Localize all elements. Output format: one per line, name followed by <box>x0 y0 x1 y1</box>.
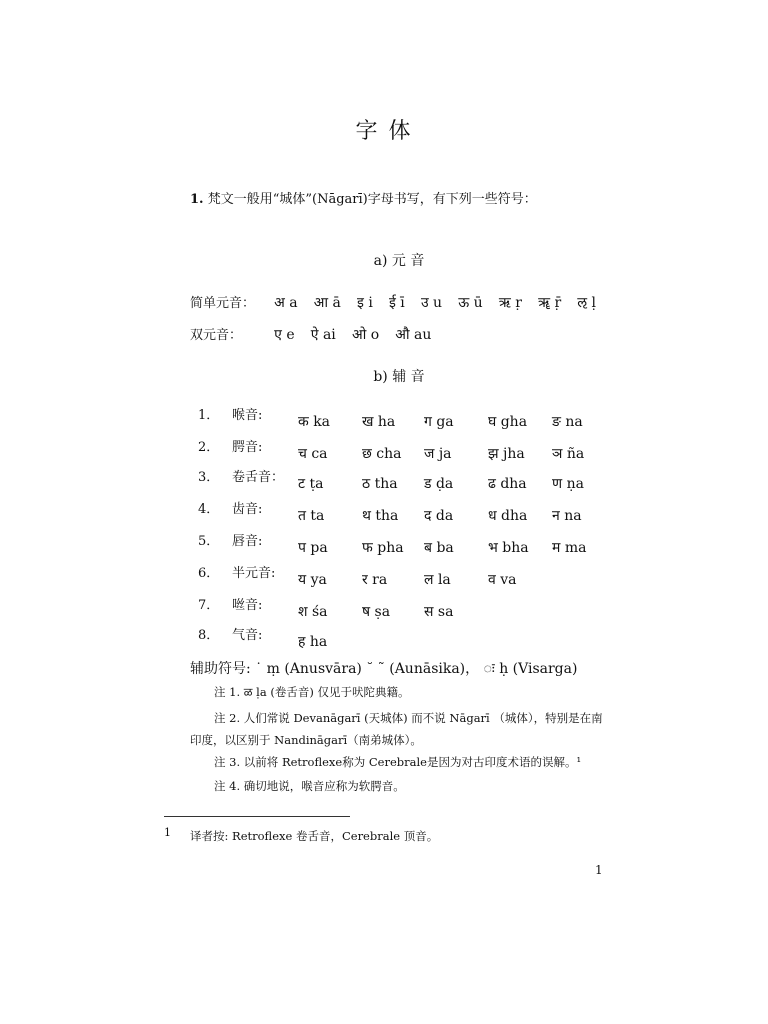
consonant-item: ढ dha <box>488 476 527 492</box>
consonant-item: ण ṇa <box>552 476 584 492</box>
consonant-item: न na <box>552 508 582 524</box>
intro-number: 1. <box>190 192 204 207</box>
footnote-text: 译者按: Retroflexe 卷舌音，Cerebrale 顶音。 <box>190 829 439 843</box>
diphthong-label: 双元音： <box>190 328 243 343</box>
consonant-row-number: 6． <box>198 566 220 581</box>
consonant-category: 卷舌音： <box>232 470 285 485</box>
consonant-item: प pa <box>298 540 328 556</box>
consonant-row-number: 5． <box>198 534 220 549</box>
consonant-item: झ jha <box>488 446 525 462</box>
vowel-item: उ u <box>420 295 443 311</box>
consonant-item: थ tha <box>362 508 399 524</box>
simple-vowels-label: 简单元音： <box>190 296 256 311</box>
auxiliary-symbols: 辅助符号: ˙ ṃ (Anusvāra) ˘ ˜ (Aunāsika)， ः ḥ (Visarga) <box>190 661 578 677</box>
diphthong-row <box>190 324 443 344</box>
consonant-row-number: 4． <box>198 502 220 517</box>
consonant-row-number: 2． <box>198 440 220 455</box>
consonant-item: ङ na <box>552 414 583 430</box>
simple-vowels-row <box>190 292 608 312</box>
consonant-item: ज ja <box>424 446 452 462</box>
vowel-item: ए e <box>274 327 295 343</box>
note-2: 注 2. 人们常说 Devanāgarī (天城体) 而不说 Nāgarī （城体），特别是在南 <box>214 711 603 725</box>
note-3: 注 3. 以前将 Retroflexe称为 Cerebrale是因为对古印度术语的误解。¹ <box>214 755 582 769</box>
consonant-item: ध dha <box>488 508 528 524</box>
consonant-item: स sa <box>424 604 454 620</box>
vowel-item: ऊ ū <box>458 295 483 311</box>
footnote-rule <box>164 816 350 817</box>
consonant-item: ख ha <box>362 414 396 430</box>
vowel-item: इ i <box>357 295 373 311</box>
consonant-row-number: 8． <box>198 628 220 643</box>
consonant-item: घ gha <box>488 414 528 430</box>
consonant-item: ञ ña <box>552 446 585 462</box>
consonant-row-number: 7． <box>198 598 220 613</box>
consonant-item: य ya <box>298 572 327 588</box>
consonant-item: ठ tha <box>362 476 398 492</box>
consonant-item: र ra <box>362 572 388 588</box>
vowel-item: अ a <box>274 295 298 311</box>
vowel-item: ऌ ḷ <box>577 295 597 311</box>
consonant-item: त ta <box>298 508 325 524</box>
consonant-item: ट ṭa <box>298 476 324 492</box>
consonant-item: छ cha <box>362 446 402 462</box>
intro-paragraph <box>190 188 537 207</box>
consonant-category: 气音: <box>232 628 263 643</box>
footnote-mark: 1 <box>164 826 171 839</box>
vowel-item: ॠ ṝ <box>538 295 562 311</box>
vowel-item: ई ī <box>388 295 405 311</box>
consonant-item: ह ha <box>298 634 328 650</box>
consonant-category: 唇音: <box>232 534 263 549</box>
consonant-item: ड ḍa <box>424 476 454 492</box>
consonant-item: ष ṣa <box>362 604 391 620</box>
consonants-heading: b) 辅 音 <box>373 369 425 385</box>
consonant-item: ब ba <box>424 540 454 556</box>
consonant-row-number: 1． <box>198 408 220 423</box>
page-number: 1 <box>595 863 603 877</box>
consonant-item: च ca <box>298 446 328 462</box>
consonant-category: 腭音: <box>232 440 263 455</box>
vowel-item: ऋ ṛ <box>498 295 522 311</box>
consonant-category: 咝音: <box>232 598 263 613</box>
vowel-item: ओ o <box>351 327 380 343</box>
note-1: 注 1. ळ ḷa (卷舌音) 仅见于吠陀典籍。 <box>214 685 410 699</box>
page-title: 字 体 <box>355 119 413 144</box>
vowel-item: ऐ ai <box>310 327 336 343</box>
consonant-item: व va <box>488 572 517 588</box>
note-4: 注 4. 确切地说，喉音应称为软腭音。 <box>214 779 405 793</box>
intro-text: 梵文一般用“城体”(Nāgarī)字母书写，有下列一些符号： <box>207 192 537 207</box>
consonant-item: ल la <box>424 572 451 588</box>
consonant-item: ग ga <box>424 414 454 430</box>
consonant-item: श śa <box>298 604 328 620</box>
consonant-item: द da <box>424 508 454 524</box>
consonant-category: 半元音: <box>232 566 276 581</box>
vowel-item: औ au <box>395 327 432 343</box>
note-2-continued: 印度，以区别于 Nandināgarī（南弟城体）。 <box>190 733 422 747</box>
consonant-item: क ka <box>298 414 331 430</box>
vowels-heading: a) 元 音 <box>373 253 425 269</box>
vowel-item: आ ā <box>313 295 341 311</box>
consonant-category: 齿音: <box>232 502 263 517</box>
consonant-item: म ma <box>552 540 587 556</box>
consonant-row-number: 3． <box>198 470 220 485</box>
consonant-category: 喉音: <box>232 408 263 423</box>
consonant-item: भ bha <box>488 540 529 556</box>
consonant-item: फ pha <box>362 540 404 556</box>
